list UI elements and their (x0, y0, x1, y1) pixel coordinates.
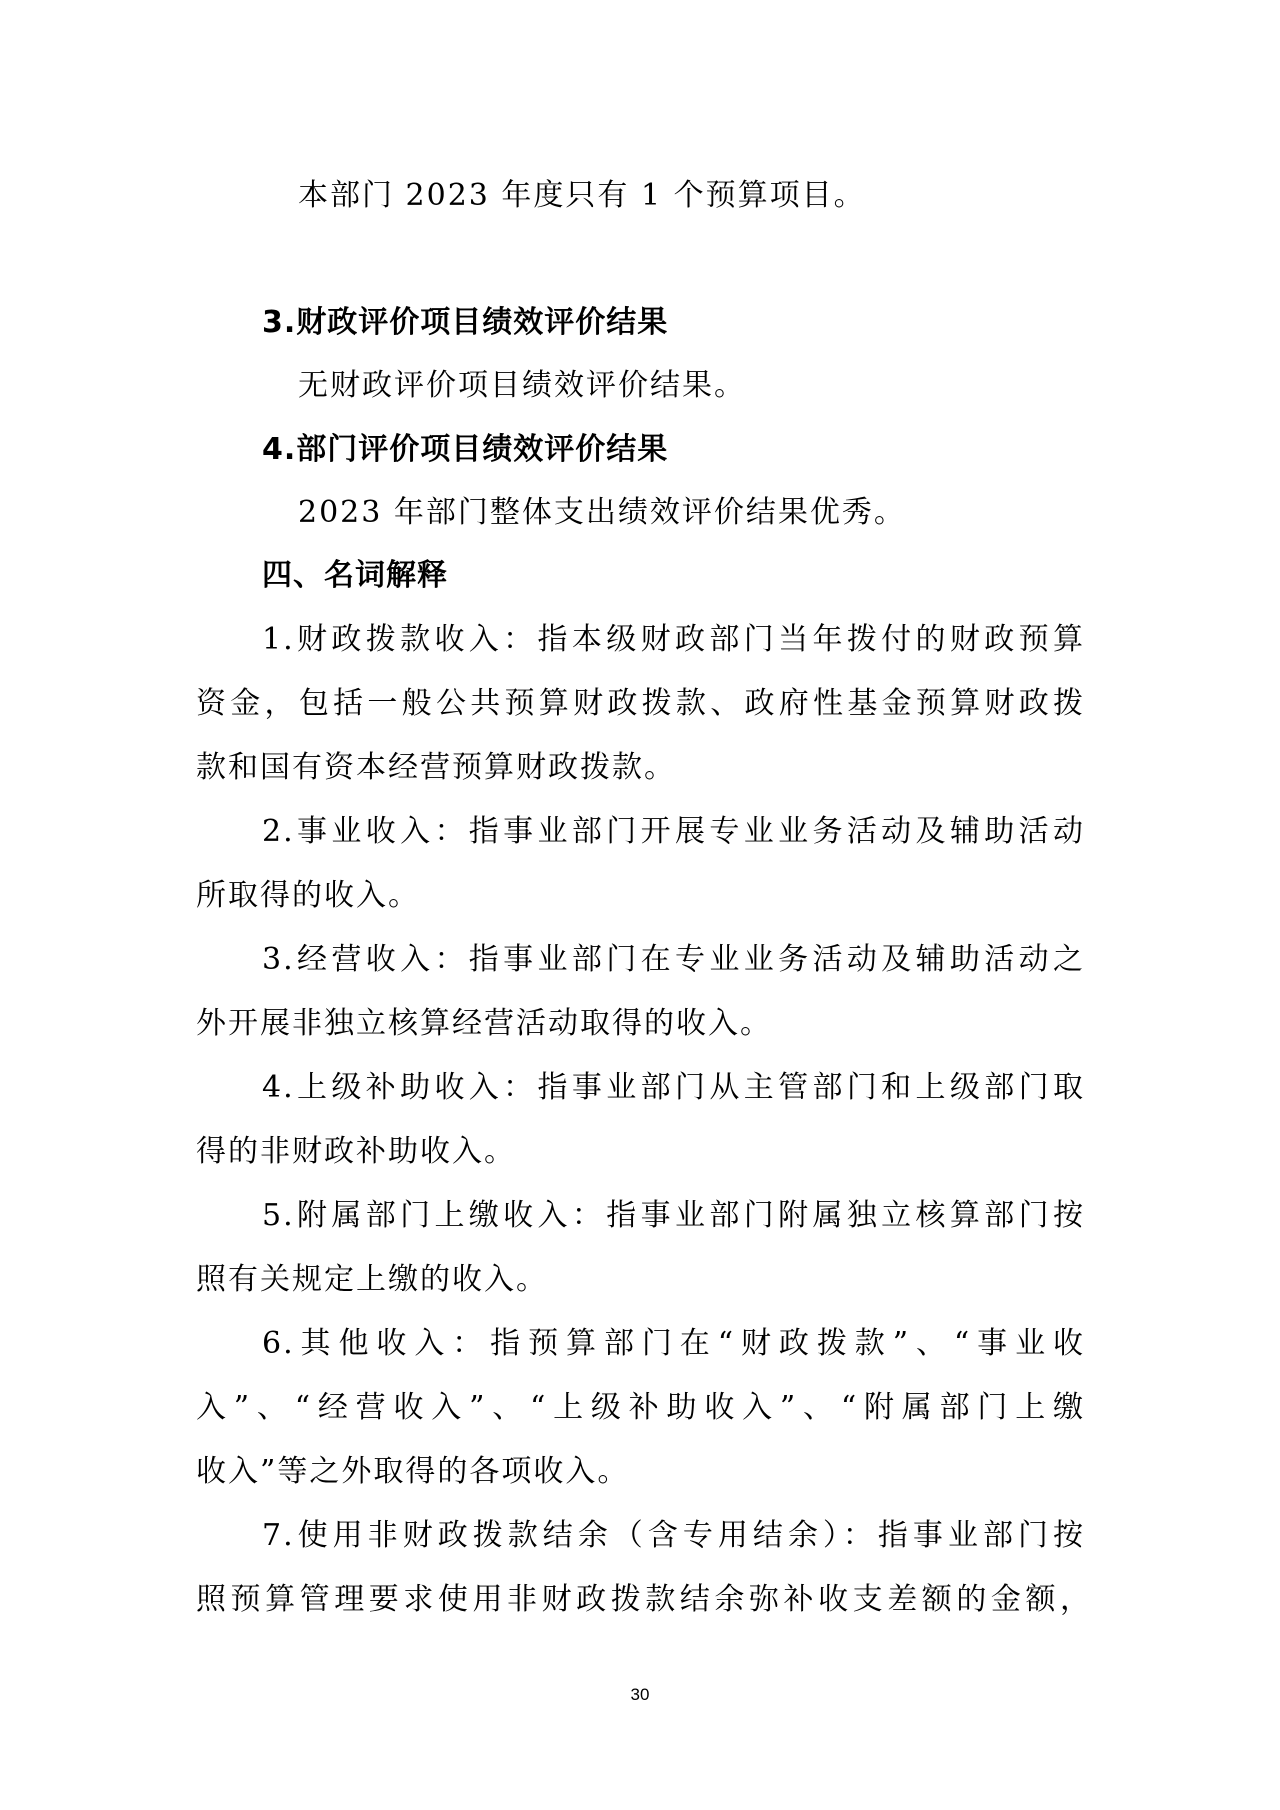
glossary-item-2-line-1: 2.事业收入：指事业部门开展专业业务活动及辅助活动 (262, 814, 1085, 849)
glossary-item-6-line-1: 6.其他收入：指预算部门在“财政拨款”、“事业收 (262, 1326, 1085, 1361)
glossary-item-2-line-2: 所取得的收入。 (196, 878, 420, 913)
glossary-item-1-line-1: 1.财政拨款收入：指本级财政部门当年拨付的财政预算 (262, 622, 1085, 657)
section-heading-fiscal-evaluation: 3.财政评价项目绩效评价结果 (262, 305, 669, 340)
glossary-item-4-line-2: 得的非财政补助收入。 (196, 1134, 516, 1169)
glossary-item-5-line-1: 5.附属部门上缴收入：指事业部门附属独立核算部门按 (262, 1198, 1085, 1233)
budget-project-statement: 本部门 2023 年度只有 1 个预算项目。 (298, 178, 866, 213)
glossary-item-1-line-2: 资金，包括一般公共预算财政拨款、政府性基金预算财政拨 (196, 686, 1085, 721)
section-heading-department-evaluation: 4.部门评价项目绩效评价结果 (262, 432, 669, 467)
glossary-item-6-line-2: 入”、“经营收入”、“上级补助收入”、“附属部门上缴 (196, 1390, 1085, 1425)
glossary-item-7-line-2: 照预算管理要求使用非财政拨款结余弥补收支差额的金额， (196, 1582, 1092, 1617)
glossary-item-5-line-2: 照有关规定上缴的收入。 (196, 1262, 548, 1297)
glossary-item-3-line-1: 3.经营收入：指事业部门在专业业务活动及辅助活动之 (262, 942, 1085, 977)
page-number: 30 (630, 1685, 650, 1704)
section-heading-glossary: 四、名词解释 (262, 558, 448, 593)
glossary-item-3-line-2: 外开展非独立核算经营活动取得的收入。 (196, 1006, 772, 1041)
glossary-item-7-line-1: 7.使用非财政拨款结余（含专用结余）：指事业部门按 (262, 1518, 1085, 1553)
glossary-item-6-line-3: 收入”等之外取得的各项收入。 (196, 1454, 630, 1489)
fiscal-evaluation-result: 无财政评价项目绩效评价结果。 (298, 368, 746, 403)
glossary-item-1-line-3: 款和国有资本经营预算财政拨款。 (196, 750, 676, 785)
department-evaluation-result: 2023 年部门整体支出绩效评价结果优秀。 (298, 495, 906, 530)
glossary-item-4-line-1: 4.上级补助收入：指事业部门从主管部门和上级部门取 (262, 1070, 1085, 1105)
